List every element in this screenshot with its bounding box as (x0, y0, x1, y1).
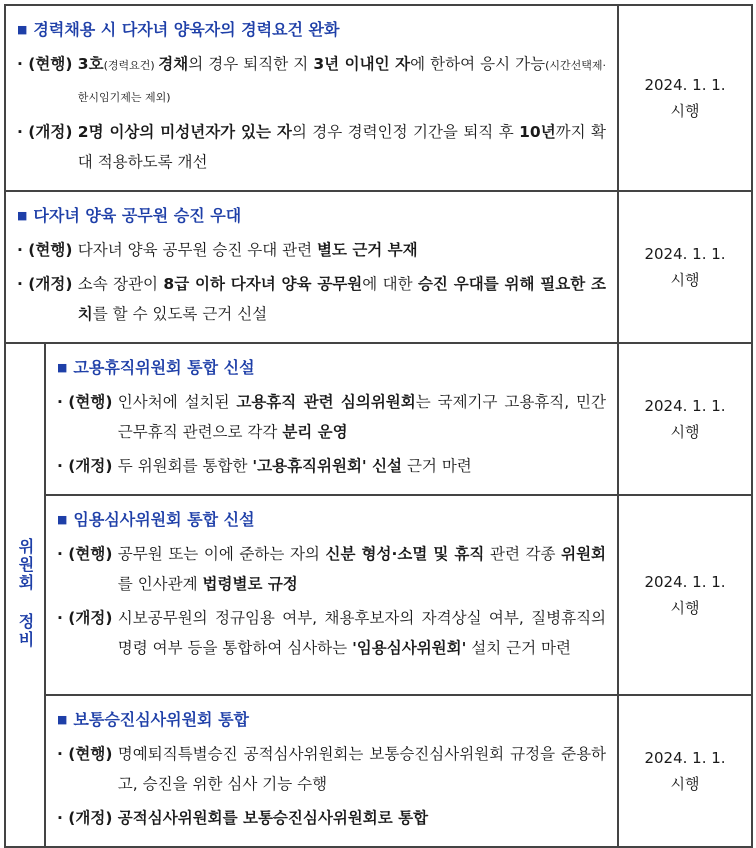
effective-date: 2024. 1. 1. (644, 245, 726, 263)
text-run: 근거 마련 (402, 457, 472, 475)
policy-row (5, 495, 752, 695)
current-item (57, 539, 606, 599)
text-run: 에 한하여 응시 가능 (410, 55, 546, 73)
bold-text: 3년 이내인 자 (313, 55, 411, 73)
bold-text: 별도 근거 부재 (316, 241, 418, 259)
policy-row (5, 191, 752, 343)
bold-text: 법령별로 규정 (202, 575, 298, 593)
policy-row (5, 695, 752, 847)
current-item-text (78, 235, 606, 265)
section-title-text: 경력채용 시 다자녀 양육자의 경력요건 완화 (33, 20, 340, 39)
date-cell (618, 695, 752, 847)
section-title (17, 203, 606, 229)
revised-item (57, 603, 606, 663)
square-bullet-icon: ■ (57, 713, 68, 726)
revised-item (57, 803, 606, 833)
bold-text: '고용휴직위원회' 신설 (252, 457, 403, 475)
policy-table (4, 4, 753, 848)
text-run: 에 대한 (362, 275, 418, 293)
current-item (57, 739, 606, 799)
revised-item-label: · (개정) (57, 609, 118, 627)
current-item-text (118, 539, 606, 599)
policy-table-body (5, 5, 752, 847)
section-title-text: 보통승진심사위원회 통합 (73, 710, 249, 729)
text-run: 시보공무원의 정규임용 여부, 채용후보자의 자격상실 여부, 질병휴직의 명령 여부 등을 통합하여 심사하는 (117, 609, 607, 657)
date-cell (618, 5, 752, 191)
revised-item-label: · (개정) (57, 809, 118, 827)
content-cell (45, 495, 618, 695)
text-run: 소속 장관이 (77, 275, 164, 293)
effective-date: 2024. 1. 1. (644, 76, 726, 94)
bold-text: 2명 이상의 미성년자가 있는 자 (77, 123, 292, 141)
section-title (57, 707, 606, 733)
square-bullet-icon: ■ (57, 513, 68, 526)
current-item (17, 49, 606, 113)
text-run: 인사처에 설치된 (117, 393, 237, 411)
revised-item-text (78, 269, 606, 329)
content-cell (45, 695, 618, 847)
effective-date: 2024. 1. 1. (644, 749, 726, 767)
text-run: 까지 확대 적용하도록 개선 (77, 123, 607, 171)
section-title-text: 고용휴직위원회 통합 신설 (73, 358, 255, 377)
bold-text: 분리 운영 (282, 423, 348, 441)
content-cell (5, 5, 618, 191)
text-run: 의 경우 퇴직한 지 (188, 55, 314, 73)
revised-item-text (118, 451, 606, 481)
text-run: 명예퇴직특별승진 공적심사위원회는 보통승진심사위원회 규정을 준용하고, 승진을 위한 심사 기능 수행 (117, 745, 607, 793)
effective-status: 시행 (670, 599, 700, 617)
revised-item-text (118, 603, 606, 663)
effective-status: 시행 (670, 102, 700, 120)
bold-text: 10년 (519, 123, 556, 141)
square-bullet-icon: ■ (17, 23, 28, 36)
bold-text: 신분 형성·소멸 및 휴직 (325, 545, 485, 563)
section-title (57, 507, 606, 533)
bold-text: 위원회 (561, 545, 607, 563)
content-cell (45, 343, 618, 495)
bold-text: 8급 이하 다자녀 양육 공무원 (163, 275, 363, 293)
text-run: 관련 각종 (484, 545, 562, 563)
effective-status: 시행 (670, 775, 700, 793)
text-run: 를 할 수 있도록 근거 신설 (92, 305, 268, 323)
revised-item-text (78, 117, 606, 177)
current-item-text (118, 387, 606, 447)
current-item-label: · (현행) (57, 545, 118, 563)
bold-text: 고용휴직 관련 심의위원회 (236, 393, 416, 411)
text-run: 를 인사관계 (117, 575, 203, 593)
current-item-text (118, 739, 606, 799)
date-cell (618, 495, 752, 695)
effective-status: 시행 (670, 423, 700, 441)
bold-text: 3호 (77, 55, 104, 73)
effective-date: 2024. 1. 1. (644, 397, 726, 415)
square-bullet-icon: ■ (57, 361, 68, 374)
revised-item-label: · (개정) (17, 123, 78, 141)
group-cell (5, 343, 45, 847)
section-title (17, 17, 606, 43)
current-item (57, 387, 606, 447)
text-run: 다자녀 양육 공무원 승진 우대 관련 (77, 241, 317, 259)
revised-item (57, 451, 606, 481)
revised-item-label: · (개정) (17, 275, 78, 293)
current-item (17, 235, 606, 265)
bold-text: 공적심사위원회를 보통승진심사위원회로 통합 (117, 809, 429, 827)
revised-item (17, 269, 606, 329)
content-cell (5, 191, 618, 343)
date-cell (618, 343, 752, 495)
group-label: 위원회 정비 (16, 537, 35, 649)
bold-text: '임용심사위원회' (352, 639, 467, 657)
current-item-label: · (현행) (57, 745, 118, 763)
effective-date: 2024. 1. 1. (644, 573, 726, 591)
bold-text: 경채 (158, 55, 189, 73)
revised-item-text (118, 803, 606, 833)
note-text: (경력요건) (103, 59, 159, 72)
section-title (57, 355, 606, 381)
note-text: (시간선택제·한시임기제는 제외) (77, 59, 606, 104)
revised-item-label: · (개정) (57, 457, 118, 475)
current-item-label: · (현행) (57, 393, 118, 411)
policy-row (5, 343, 752, 495)
text-run: 의 경우 경력인정 기간을 퇴직 후 (291, 123, 520, 141)
section-title-text: 임용심사위원회 통합 신설 (73, 510, 255, 529)
section-title-text: 다자녀 양육 공무원 승진 우대 (33, 206, 242, 225)
square-bullet-icon: ■ (17, 209, 28, 222)
current-item-label: · (현행) (17, 241, 78, 259)
revised-item (17, 117, 606, 177)
policy-row (5, 5, 752, 191)
text-run: 는 국제기구 고용휴직, 민간근무휴직 관련으로 각각 (117, 393, 607, 441)
text-run: 설치 근거 마련 (466, 639, 571, 657)
text-run: 두 위원회를 통합한 (117, 457, 253, 475)
date-cell (618, 191, 752, 343)
effective-status: 시행 (670, 271, 700, 289)
text-run: 공무원 또는 이에 준하는 자의 (117, 545, 326, 563)
current-item-text (78, 49, 606, 113)
bold-text: 승진 우대를 위해 필요한 조치 (77, 275, 607, 323)
current-item-label: · (현행) (17, 55, 78, 73)
